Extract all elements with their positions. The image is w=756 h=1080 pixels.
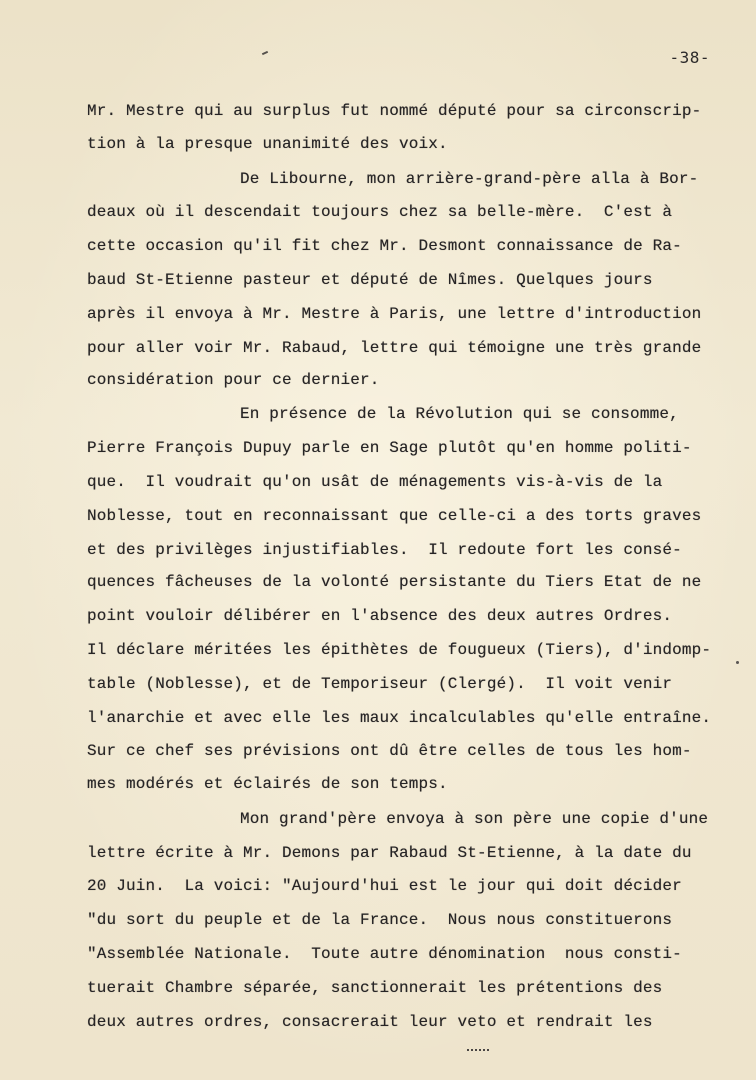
text-line: 20 Juin. La voici: "Aujourd'hui est le jour qui doit décider (87, 877, 682, 895)
underline-mark (467, 1049, 489, 1053)
text-line: deaux où il descendait toujours chez sa belle-mère. C'est à (87, 203, 673, 221)
text-line: tion à la presque unanimité des voix. (87, 135, 448, 153)
text-line: Noblesse, tout en reconnaissant que celle-ci a des torts graves (87, 507, 702, 525)
text-line: deux autres ordres, consacrerait leur veto et rendrait les (87, 1013, 653, 1031)
text-line: mes modérés et éclairés de son temps. (87, 775, 448, 793)
text-line: Sur ce chef ses prévisions ont dû être celles de tous les hom- (87, 742, 692, 760)
text-line: De Libourne, mon arrière-grand-père alla à Bor- (240, 170, 699, 188)
text-line: après il envoya à Mr. Mestre à Paris, une lettre d'introduction (87, 305, 702, 323)
ink-tick-mark (262, 51, 268, 55)
text-line: "du sort du peuple et de la France. Nous nous constituerons (87, 911, 673, 929)
text-line: table (Noblesse), et de Temporiseur (Clergé). Il voit venir (87, 675, 673, 693)
text-line: point vouloir délibérer en l'absence des deux autres Ordres. (87, 607, 673, 625)
text-line: Il déclare méritées les épithètes de fougueux (Tiers), d'indomp- (87, 641, 712, 659)
text-line: tuerait Chambre séparée, sanctionnerait les prétentions des (87, 979, 663, 997)
text-line: En présence de la Révolution qui se consomme, (240, 405, 679, 423)
text-line: "Assemblée Nationale. Toute autre dénomination nous consti- (87, 945, 682, 963)
page-number: -38- (669, 48, 710, 67)
text-line: cette occasion qu'il fit chez Mr. Desmont connaissance de Ra- (87, 237, 682, 255)
text-line: pour aller voir Mr. Rabaud, lettre qui témoigne une très grande (87, 339, 702, 357)
text-line: Mr. Mestre qui au surplus fut nommé député pour sa circonscrip- (87, 102, 702, 120)
text-line: lettre écrite à Mr. Demons par Rabaud St-Etienne, à la date du (87, 844, 692, 862)
text-line: l'anarchie et avec elle les maux incalculables qu'elle entraîne. (87, 709, 712, 727)
text-line: quences fâcheuses de la volonté persistante du Tiers Etat de ne (87, 573, 702, 591)
text-line: baud St-Etienne pasteur et député de Nîmes. Quelques jours (87, 271, 653, 289)
text-line: et des privilèges injustifiables. Il redoute fort les consé- (87, 541, 682, 559)
ink-speck (736, 661, 739, 664)
text-line: que. Il voudrait qu'on usât de ménagements vis-à-vis de la (87, 473, 663, 491)
text-line: Mon grand'père envoya à son père une copie d'une (240, 810, 709, 828)
text-line: Pierre François Dupuy parle en Sage plutôt qu'en homme politi- (87, 439, 692, 457)
text-line: considération pour ce dernier. (87, 371, 380, 389)
